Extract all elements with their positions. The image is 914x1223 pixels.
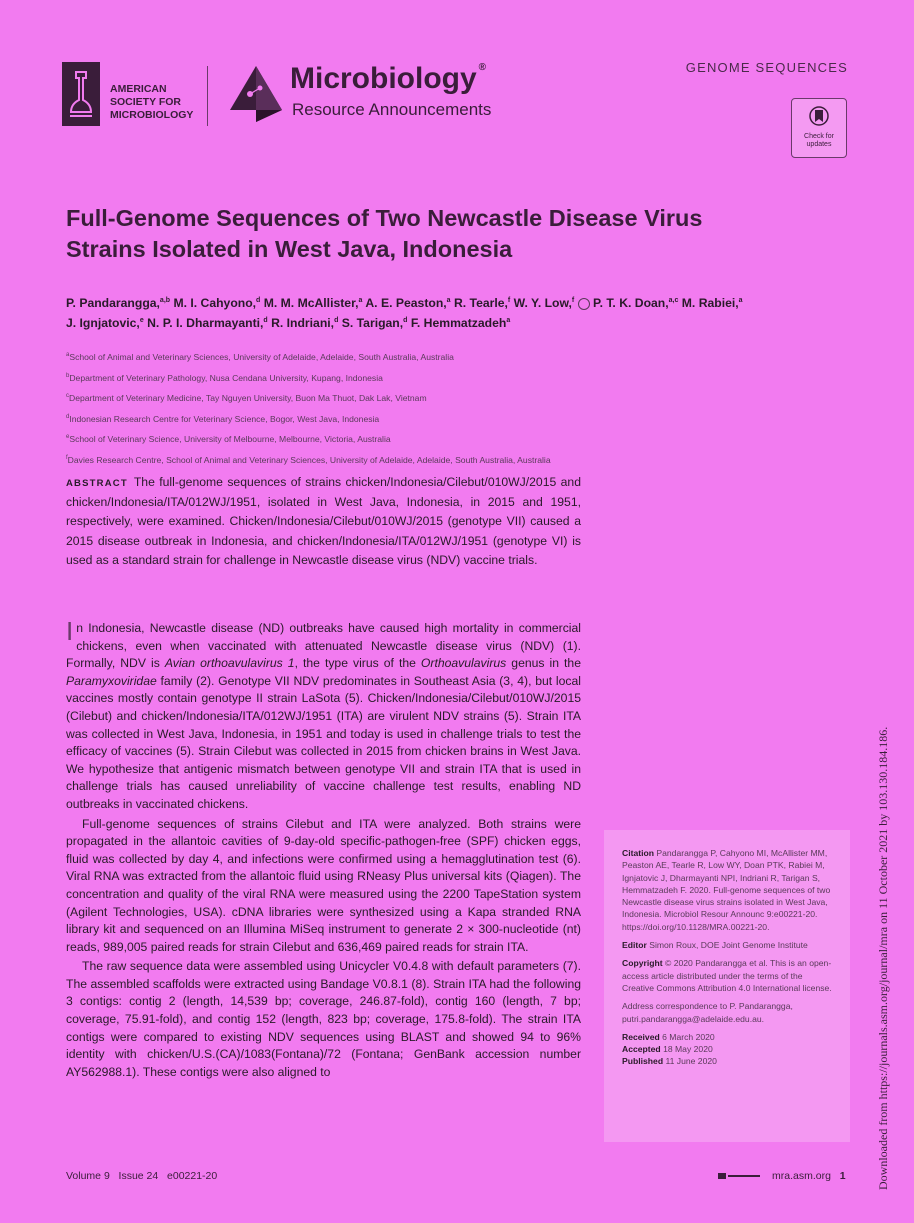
author: S. Tarigan,$^d$ bbox=[341, 316, 408, 331]
affiliation: $^f$Davies Research Centre, School of Animal and Veterinary Sciences, University of Adelaide, Adelaide, South Australia, Australia bbox=[66, 454, 551, 465]
abstract-text: The full-genome sequences of strains chicken/Indonesia/Cilebut/010WJ/2015 and chicken/Indonesia/ITA/012WJ/1951, isolated in West Java, Indonesia, in 2015 and 1951, respectively, were examined. Chicken/Indonesia/Cilebut/010WJ/2015 (genotype VII) caused a 2015 disease outbreak in Indonesia, and chicken/Indonesia/ITA/012WJ/1951 (genotype VI) is used as a standard strain for challenge in Newcastle disease virus (NDV) vaccine trials. bbox=[66, 475, 581, 567]
author: M. Rabiei,$^a$ bbox=[681, 296, 743, 311]
drop-cap: I bbox=[66, 616, 74, 646]
author: N. P. I. Dharmayanti,$^d$ bbox=[147, 316, 268, 331]
publisher-line-3: MICROBIOLOGY bbox=[110, 109, 194, 121]
author: J. Ignjatovic,$^e$ bbox=[66, 316, 144, 331]
footer-issue: Issue 24 bbox=[118, 1170, 159, 1182]
editor-block: Editor Simon Roux, DOE Joint Genome Institute bbox=[622, 940, 808, 951]
author: P. T. K. Doan,$^{a,c}$ bbox=[593, 296, 679, 311]
affiliation-list bbox=[66, 346, 786, 469]
author: W. Y. Low,$^f$ bbox=[513, 296, 575, 311]
journal-subtitle: Resource Announcements bbox=[292, 100, 492, 119]
footer-volume-info bbox=[66, 1170, 217, 1182]
author: R. Indriani,$^d$ bbox=[271, 316, 339, 331]
author: R. Tearle,$^f$ bbox=[453, 296, 511, 311]
copyright-block: Copyright © 2020 Pandarangga et al. This is an open-access article distributed under the terms of the Creative Commons Attribution 4.0 International license. bbox=[622, 958, 832, 993]
footer-volume: Volume 9 bbox=[66, 1170, 110, 1182]
affiliation: $^a$School of Animal and Veterinary Sciences, University of Adelaide, Adelaide, South Australia, Australia bbox=[66, 351, 454, 362]
author: M. I. Cahyono,$^d$ bbox=[173, 296, 261, 311]
received-date: Received 6 March 2020 bbox=[622, 1031, 715, 1042]
download-watermark: Downloaded from https://journals.asm.org/journal/mra on 11 October 2021 by 103.130.184.186. bbox=[876, 726, 890, 1190]
body-paragraph-1: In Indonesia, Newcastle disease (ND) outbreaks have caused high mortality in commercial chickens, even when vaccinated with attenuated Newcastle disease virus (NDV) (1). Formally, NDV is Avian orthoavulavirus 1, the type virus of the Orthoavulavirus genus in the Paramyxoviridae family (2). Genotype VII NDV predominates in Southeast Asia (3, 4), but local vaccines mostly contain genotype II strain LaSota (5). Chicken/Indonesia/Cilebut/010WJ/2015 (Cilebut) and chicken/Indonesia/ITA/012WJ/1951 (ITA) are virulent NDV strains (5). Strain ITA was collected in West Java, Indonesia, in 1951 and today is used in challenge trials to test the efficacy of vaccines (5). Strain Cilebut was collected in 2015 from chicken brains in West Java. We hypothesize that antigenic mismatch between genotype VII and strain ITA that is used in challenge trials has caused unreliability of vaccine challenge test results, enabling ND outbreaks in vaccinated chickens. bbox=[66, 616, 581, 811]
author: P. Pandarangga,$^{a,b}$ bbox=[66, 296, 171, 311]
body-paragraph-3: The raw sequence data were assembled using Unicycler V0.4.8 with default parameters (7). The assembled scaffolds were extracted using Bandage V0.8.1 (8). Strain ITA had the following 3 contigs: contig 2 (length, 14,539 bp; coverage, 246.87-fold), contig 160 (length, 7 bp; coverage, 75.91-fold), and contig 152 (length, 823 bp; coverage, 175.8-fold). The strain ITA contigs were compared to existing NDV sequences using BLAST and showed 94 to 96% identity with chicken/U.S.(CA)/1083(Fontana)/72 (Fontana; GenBank accession number AY562988.1). These contigs were also aligned to bbox=[66, 959, 581, 1079]
asm-logo-icon bbox=[62, 62, 100, 126]
check-for-updates-button[interactable] bbox=[791, 98, 847, 158]
footer-site-info bbox=[718, 1170, 846, 1182]
correspondence-block: Address correspondence to P. Pandarangga, putri.pandarangga@adelaide.edu.au. bbox=[622, 1001, 793, 1024]
header-divider bbox=[207, 66, 208, 126]
publisher-name bbox=[110, 83, 193, 122]
check-for-updates-label: Check for updates bbox=[804, 133, 834, 148]
orcid-icon[interactable] bbox=[578, 298, 590, 310]
bookmark-icon bbox=[809, 105, 829, 129]
paper-title bbox=[66, 203, 826, 265]
author-list bbox=[66, 292, 856, 332]
author: A. E. Peaston,$^a$ bbox=[365, 296, 451, 311]
accepted-date: Accepted 18 May 2020 bbox=[622, 1044, 713, 1055]
journal-trademark: ® bbox=[478, 62, 487, 73]
abstract bbox=[66, 473, 581, 570]
published-date: Published 11 June 2020 bbox=[622, 1056, 717, 1067]
paper-title-line-1: Full-Genome Sequences of Two Newcastle Disease Virus bbox=[66, 205, 703, 231]
footer-article-id: e00221-20 bbox=[167, 1170, 218, 1182]
journal-name-text: Microbiology bbox=[290, 62, 477, 95]
article-body bbox=[66, 616, 581, 1083]
body-paragraph-2: Full-genome sequences of strains Cilebut and ITA were analyzed. Both strains were propagated in the allantoic cavities of 9-day-old specific-pathogen-free (SPF) chicken eggs, fluid was collected by day 4, and infections were confirmed using a hemagglutination test (6). Viral RNA was extracted from the allantoic fluid using RNeasy Plus universal kits (Qiagen). The concentration and quality of the viral RNA were measured using the 2200 TapeStation system (Agilent Technologies, USA). cDNA libraries were synthesized using a Kapa stranded RNA library kit and sequenced on an Illumina MiSeq instrument to generate 2 × 300-nucleotide (nt) reads, 989,005 paired reads for strain Cilebut and 636,469 paired reads for strain ITA. bbox=[66, 816, 581, 954]
author: M. M. McAllister,$^a$ bbox=[263, 296, 363, 311]
mra-logo-icon bbox=[228, 64, 284, 131]
journal-name bbox=[290, 62, 486, 96]
affiliation: $^d$Indonesian Research Centre for Veterinary Science, Bogor, West Java, Indonesia bbox=[66, 413, 380, 424]
article-info-content bbox=[622, 847, 834, 1068]
footer-page-number: 1 bbox=[839, 1170, 846, 1182]
publisher-line-1: AMERICAN bbox=[110, 83, 167, 95]
section-label: GENOME SEQUENCES bbox=[685, 60, 848, 75]
footer-site[interactable]: mra.asm.org bbox=[772, 1170, 831, 1182]
paper-title-line-2: Strains Isolated in West Java, Indonesia bbox=[66, 236, 513, 262]
affiliation: $^e$School of Veterinary Science, University of Melbourne, Melbourne, Victoria, Australia bbox=[66, 434, 391, 445]
abstract-heading: ABSTRACT bbox=[66, 478, 128, 489]
author: F. Hemmatzadeh$^a$ bbox=[410, 316, 511, 331]
citation-block: Citation Pandarangga P, Cahyono MI, McAllister MM, Peaston AE, Tearle R, Low WY, Doan PTK, Rabiei M, Ignjatovic J, Dharmayanti NPI, Indriani R, Tarigan S, Hemmatzadeh F. 2020. Full-genome sequences of two Newcastle disease virus strains isolated in West Java, Indonesia. Microbiol Resour Announc 9:e00221-20. https://doi.org/10.1128/MRA.00221-20. bbox=[622, 848, 831, 932]
asm-footer-logo-icon bbox=[718, 1171, 762, 1181]
affiliation: $^b$Department of Veterinary Pathology, Nusa Cendana University, Kupang, Indonesia bbox=[66, 372, 383, 383]
affiliation: $^c$Department of Veterinary Medicine, Tay Nguyen University, Buon Ma Thuot, Dak Lak, Vietnam bbox=[66, 392, 427, 403]
publisher-line-2: SOCIETY FOR bbox=[110, 96, 181, 108]
